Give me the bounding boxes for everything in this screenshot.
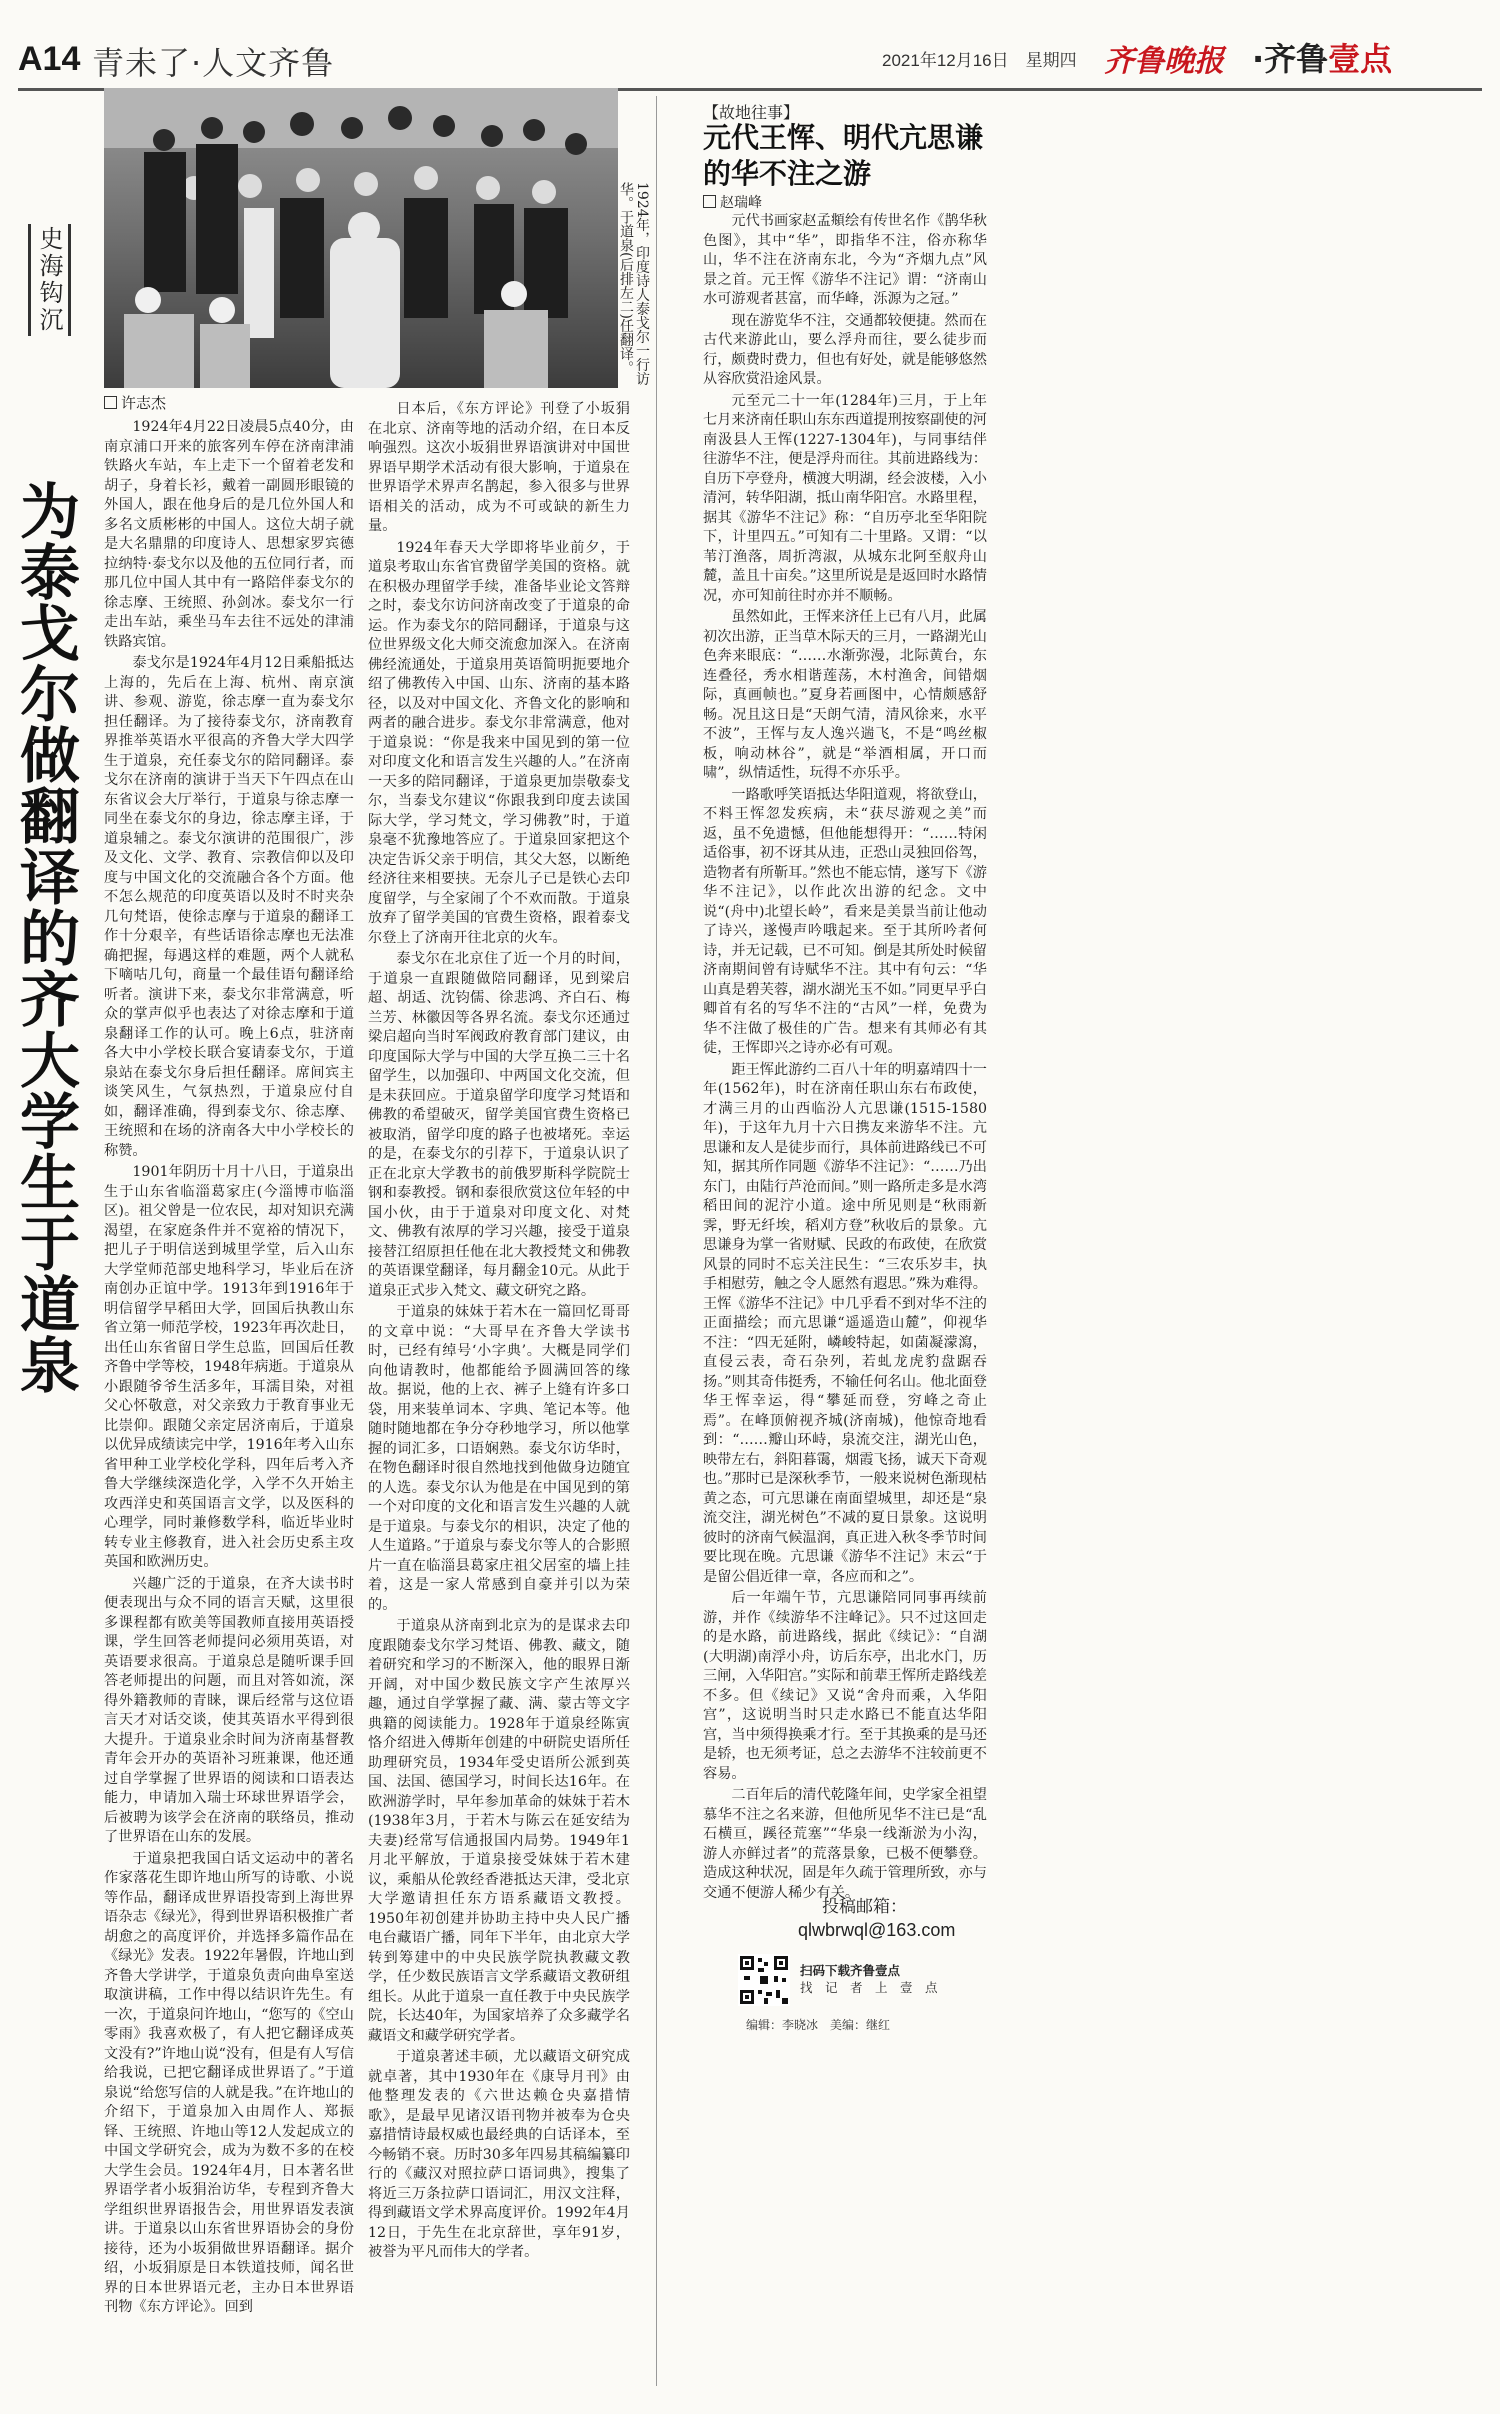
paragraph: 日本后，《东方评论》刊登了小坂狷在北京、济南等地的活动介绍，在日本反响强烈。这次小坂狷世界语演讲对中国世界语早期学术活动有很大影响，于道泉在世界语学术界声名鹊起，参入很多与世界语相关的活动，成为不可或缺的新生力量。 <box>368 401 630 534</box>
section-title: 青未了·人文齐鲁 <box>92 44 335 82</box>
paragraph: 泰戈尔在北京住了近一个月的时间，于道泉一直跟随做陪同翻译，见到梁启超、胡适、沈钧儒、徐悲鸿、齐白石、梅兰芳、林徽因等各界名流。泰戈尔还通过梁启超向当时军阀政府教育部门建议，由印度国际大学与中国的大学互换二三十名留学生，以加强印、中两国文化交流，但是未获回应。于道泉留学印度学习梵语和佛教的希望破灭，留学美国官费生资格已被取消，留学印度的路子也被堵死。幸运的是，在泰戈尔的引荐下，于道泉认识了正在北京大学教书的前俄罗斯科学院院士钢和泰教授。钢和泰很欣赏这位年轻的中国小伙，由于于道泉对印度文化、对梵文、佛教有浓厚的学习兴趣，接受于道泉接替江绍原担任他在北大教授梵文和佛教的英语课堂翻译，每月翻金10元。从此于道泉正式步入梵文、藏文研究之路。 <box>368 951 630 1299</box>
issue-date: 2021年12月16日 星期四 <box>882 51 1077 70</box>
paragraph: 元至元二十一年(1284年)三月，于上年七月来济南任职山东东西道提刑按察副使的河南汲县人王恽(1227-1304年)，与同事结伴往游华不注，便是浮舟而往。其前进路线为：自历下亭登舟，横渡大明湖，经会波楼，入小清河，转华阳湖，抵山南华阳宫。水路里程，据其《游华不注记》称：“自历亭北至华阳院下，计里四五。”可知有二十里路。又谓：“以苇汀渔落，周折湾淑，从城东北阿至舣舟山麓，盖且十亩矣。”这里所说是是返回时水路情况，亦可知前往时亦并不顺畅。 <box>703 392 987 604</box>
newspaper-logo: 齐鲁晚报 <box>1104 44 1224 79</box>
paragraph: 于道泉著述丰硕，尤以藏语文研究成就卓著，其中1930年在《康导月刊》由他整理发表的《六世达赖仓央嘉措情歌》，是最早见诸汉语刊物并被奉为仓央嘉措情诗最权威也最经典的白话译本，至今畅销不衰。历时30多年四易其稿编纂印行的《藏汉对照拉萨口语词典》，搜集了将近三万条拉萨口语词汇，用汉文注释，得到藏语文学术界高度评价。1992年4月12日，于先生在北京辞世，享年91岁，被誉为平凡而伟大的学者。 <box>368 2049 630 2260</box>
photo-spacer <box>368 104 630 400</box>
right-article-body <box>703 212 987 1901</box>
qr-code-graphic <box>738 1954 790 2006</box>
paragraph: 虽然如此，王恽来济任上已有八月，此属初次出游，正当草木际天的三月，一路湖光山色奔来眼底：“……水渐弥漫，北际黄台，东连叠径，秀水相谐莲荡，木村渔舍，间错烟际，真画帧也。”夏身若画图中，心情颇感舒畅。况且这日是“天朗气清，清风徐来，水平不波”，王恽与友人逸兴遄飞，不是“鸣丝椒板，响动林谷”，就是“举酒相属，开口而啸”，纵情适性，玩得不亦乐乎。 <box>703 609 987 781</box>
byline-box <box>703 195 716 208</box>
brand-accent: 壹点 <box>1328 40 1393 78</box>
photo-caption: 1924年，印度诗人泰戈尔一行访华。于道泉(后排左二)任翻译。 <box>618 182 650 386</box>
paragraph: 1901年阴历十月十八日，于道泉出生于山东省临淄葛家庄(今淄博市临淄区)。祖父曾是一位农民，却对知识充满渴望，在家庭条件并不宽裕的情况下，把儿子于明信送到城里学堂，后入山东大学堂师范部史地科学习，毕业后在济南创办正谊中学。1913年到1916年于明信留学早稻田大学，回国后执教山东省立第一师范学校，1923年再次赴日，出任山东省留日学生总监，回国后任教齐鲁中学等校，1948年病逝。于道泉从小跟随爷爷生活多年，耳濡目染，对祖父心怀敬意，对父亲致力于教育事业无比崇仰。跟随父亲定居济南后，于道泉以优异成绩读完中学，1916年考入山东省甲种工业学校化学科，四年后考入齐鲁大学继续深造化学，入学不久开始主攻西洋史和英国语言文学，以及医科的心理学，同时兼修数学科，临近毕业时转专业主修教育，进入社会历史系主攻英国和欧洲历史。 <box>104 1164 354 1570</box>
paragraph: 于道泉把我国白话文运动中的著名作家落花生即许地山所写的诗歌、小说等作品，翻译成世界语投寄到上海世界语杂志《绿光》，得到世界语积极推广者胡愈之的高度评价，并选择多篇作品在《绿光》发表。1922年暑假，许地山到齐鲁大学讲学，于道泉负责向曲阜室送取演讲稿，工作中得以结识许先生。有一次，于道泉问许地山，“您写的《空山零雨》我喜欢极了，有人把它翻译成英文没有?”许地山说“没有，但是有人写信给我说，已把它翻译成世界语了。”于道泉说“给您写信的人就是我。”在许地山的介绍下，于道泉加入由周作人、郑振铎、王统照、许地山等12人发起成立的中国文学研究会，成为为数不多的在校大学生会员。1924年4月，日本著名世界语学者小坂狷治访华，专程到齐鲁大学组织世界语报告会，用世界语发表演讲。于道泉以山东省世界语协会的身份接待，还为小坂狷做世界语翻译。据介绍，小坂狷原是日本铁道技师，闻名世界的日本世界语元老，主办日本世界语刊物《东方评论》。回到 <box>104 1850 354 2315</box>
paragraph: 后一年端午节，亢思谦陪同同事再续前游，并作《续游华不注峰记》。只不过这回走的是水路，前进路线，据此《续记》：“自湖(大明湖)南浮小舟，访后东亭，出北水门，历三闸，入华阳宫。”实际和前辈王恽所走路线差不多。但《续记》又说“舍舟而乘，入华阳宫”，这说明当时只走水路已不能直达华阳宫，当中须得换乘才行。至于其换乘的是马还是轿，也无须考证，总之去游华不注较前更不容易。 <box>703 1590 987 1782</box>
author-name: 赵瑞峰 <box>720 195 762 211</box>
paragraph: 二百年后的清代乾隆年间，史学家全祖望慕华不注之名来游，但他所见华不注已是“乱石横亘，蹊径荒塞”“华泉一线渐淤为小沟，游人亦鲜过者”的荒落景象，已极不便攀登。造成这种状况，固是年久疏于管理所致，亦与交通不便游人稀少有关。 <box>703 1787 987 1901</box>
paragraph: 泰戈尔是1924年4月12日乘船抵达上海的，先后在上海、杭州、南京演讲、参观、游览，徐志摩一直为泰戈尔担任翻译。为了接待泰戈尔，济南教育界推举英语水平很高的齐鲁大学大四学生于道泉，充任泰戈尔的陪同翻译。泰戈尔在济南的演讲于当天下午四点在山东省议会大厅举行，于道泉与徐志摩一同坐在泰戈尔的身边，徐志摩主译，于道泉辅之。泰戈尔演讲的范围很广，涉及文化、文学、教育、宗教信仰以及印度与中国文化的交流融合各个方面。他不怎么规范的印度英语以及时不时夹杂几句梵语，使徐志摩与于道泉的翻译工作十分艰辛，有些话语徐志摩也无法准确把握，每遇这样的难题，两个人就私下嘀咕几句，商量一个最佳语句翻译给听者。演讲下来，泰戈尔非常满意，听众的掌声似乎也表达了对徐志摩和于道泉翻译工作的认可。晚上6点，驻济南各大中小学校长联合宴请泰戈尔，于道泉站在泰戈尔身后担任翻译。席间宾主谈笑风生，气氛热烈，于道泉应付自如，翻译准确，得到泰戈尔、徐志摩、王统照和在场的济南各大中小学校长的称赞。 <box>104 655 354 1159</box>
paragraph: 距王恽此游约二百八十年的明嘉靖四十一年(1562年)，时在济南任职山东右布政使，才满三月的山西临汾人亢思谦(1515-1580年)，于这年九月十六日携友来游华不注。亢思谦和友人是徒步而行，具体前进路线已不可知，据其所作同题《游华不注记》：“……乃出东门，由陆行芦沧而间。”则一路所走多是水湾稻田间的泥泞小道。途中所见则是“秋雨新霁，野无纤埃，稻刈方登”秋收后的景象。亢思谦身为掌一省财赋、民政的布政使，在欣赏风景的同时不忘关注民生：“三农乐岁丰，执手相慰劳，触之令人愿然有遐思。”殊为难得。王恽《游华不注记》中几乎看不到对华不注的正面描绘；而亢思谦“遥遥造山麓”，仰视华不注：“四无延附，嶙峻特起，如菌凝濛瀉，直侵云表，奇石杂列，若虬龙虎豹盘踞吞扬。”则其奇伟挺秀，不输任何名山。他北面登华王恽幸运，得“攀延而登，穷峰之奇止焉”。在峰顶俯视齐城(济南城)，他惊奇地看到：“……瓣山环峙，泉流交注，湖光山色，映带左右，斜阳暮霭，烟霞飞扬，诚天下奇观也。”那时已是深秋季节，一般来说树色渐现枯黄之态，可亢思谦在南面望城里，却还是“泉流交注，湖光树色”不减的夏日景象。这说明彼时的济南气候温润，真正进入秋冬季节时间要比现在晚。亢思谦《游华不注记》末云“于是留公倡近律一章，各应而和之”。 <box>703 1061 987 1585</box>
paragraph: 一路歌呼笑语抵达华阳道观，将欲登山，不料王恽忽发疾病，未“获尽游观之美”而返，虽不免遗憾，但他能想得开：“……特闲适俗事，初不讶其从违，正恐山灵独回俗驾，造物者有所靳耳。”然也不能忘情，遂写下《游华不注记》，以作此次出游的纪念。文中说“(舟中)北望长岭”，看来是美景当前让他动了诗兴，遂慢声吟哦起来。至于其所吟者何诗，并无记载，已不可知。倒是其所处时候留济南期间曾有诗赋华不注。其中有句云：“华山真是碧芙蓉，湖水湖光玉不如。”同更早乎白卿首有名的写华不注的“古风”一样，免费为华不注做了极佳的广告。想来有其师必有其徒，王恽即兴之诗亦必有可观。 <box>703 786 987 1056</box>
qr-instructions <box>800 1962 938 1996</box>
right-article-title: 元代王恽、明代亢思谦的华不注之游 <box>703 121 984 190</box>
byline-box <box>104 396 117 409</box>
page-number: A14 <box>18 40 81 78</box>
article-body-column-1 <box>104 418 354 2384</box>
column-tag: 史海钩沉 <box>28 224 71 336</box>
right-column-tag: 【故地往事】 <box>703 103 800 122</box>
qr-line-1: 扫码下载齐鲁壹点 <box>800 1963 901 1978</box>
paragraph: 于道泉的妹妹于若木在一篇回忆哥哥的文章中说：“大哥早在齐鲁大学读书时，已经有绰号‘小字典’。大概是同学们向他请教时，他都能给予圆满回答的缘故。据说，他的上衣、裤子上缝有许多口袋，用来装单词本、字典、笔记本等。他随时随地都在争分夺秒地学习，所以他掌握的词汇多，口语娴熟。泰戈尔访华时，在物色翻译时很自然地找到他做身边随宜的人选。泰戈尔认为他是在中国见到的第一个对印度的文化和语言发生兴趣的人就是于道泉。与泰戈尔的相识，决定了他的人生道路。”于道泉与泰戈尔等人的合影照片一直在临淄县葛家庄祖父居室的墙上挂着，这是一家人常感到自豪并引以为荣的。 <box>368 1304 630 1613</box>
paragraph: 兴趣广泛的于道泉，在齐大读书时便表现出与众不同的语言天赋，这里很多课程都有欧美等国教师直接用英语授课，学生回答老师提问必须用英语，对英语要求很高。于道泉总是随听课手回答老师提出的问题，而且对答如流，深得外籍教师的青睐，课后经常与这位语言天才对话交谈，使其英语水平得到很大提升。于道泉业余时间为济南基督教青年会开办的英语补习班兼课，他还通过自学掌握了世界语的阅读和口语表达能力，申请加入瑞士环球世界语学会，后被聘为该学会在济南的联络员，推动了世界语在山东的发展。 <box>104 1575 354 1845</box>
author-name: 许志杰 <box>121 394 167 412</box>
submission-label: 投稿邮箱： <box>822 1897 907 1917</box>
paragraph: 元代书画家赵孟頫绘有传世名作《鹊华秋色图》，其中“华”，即指华不注，俗亦称华山，华不注在济南东北，今为“齐烟九点”风景之首。元王恽《游华不注记》谓：“济南山水可游观者甚富，而华峰，泺源为之冠。” <box>703 213 987 307</box>
paragraph: 现在游览华不注，交通都较便捷。然而在古代来游此山，要么浮舟而往，要么徒步而行，颇费时费力，但也有好处，就是能够悠然从容欣赏沿途风景。 <box>703 312 987 387</box>
column-divider <box>656 96 657 2386</box>
brand-prefix: ·齐鲁 <box>1252 40 1329 78</box>
editor-credit: 编辑：李晓冰 美编：继红 <box>746 2018 891 2032</box>
submission-email[interactable]: qlwbrwql@163.com <box>798 1920 956 1940</box>
paragraph: 1924年4月22日凌晨5点40分，由南京浦口开来的旅客列车停在济南津浦铁路火车站，车上走下一个留着老发和胡子，身着长衫，戴着一副圆形眼镜的外国人，跟在他身后的是几位外国人和多名文质彬彬的中国人。这位大胡子就是大名鼎鼎的印度诗人、思想家罗宾德拉纳特·泰戈尔以及他的五位同行者，而那几位中国人其中有一路陪伴泰戈尔的徐志摩、王统照、孙剑冰。泰戈尔一行走出车站，乘坐马车去往不远处的津浦铁路宾馆。 <box>104 419 354 650</box>
brand-logo <box>1252 34 1392 80</box>
paragraph: 1924年春天大学即将毕业前夕，于道泉考取山东省官费留学美国的资格。就在积极办理留学手续，准备毕业论文答辩之时，泰戈尔访问济南改变了于道泉的命运。作为泰戈尔的陪同翻译，于道泉与这位世界级文化大师交流愈加深入。在济南佛经流通处，于道泉用英语简明扼要地介绍了佛教传入中国、山东、济南的基本路径，以及对中国文化、齐鲁文化的影响和两者的融合进步。泰戈尔非常满意，他对于道泉说：“你是我来中国见到的第一位对印度文化和语言发生兴趣的人。”在济南一天多的陪同翻译，于道泉更加崇敬泰戈尔，当泰戈尔建议“你跟我到印度去读国际大学，学习梵文，学习佛教”时，于道泉毫不犹豫地答应了。于道泉回家把这个决定告诉父亲于明信，其父大怒，以断绝经济往来相要挟。无奈儿子已是铁心去印度留学，与全家闹了个不欢而散。于道泉放弃了留学美国的官费生资格，跟着泰戈尔登上了济南开往北京的火车。 <box>368 539 630 946</box>
article-title: 为泰戈尔做翻译的齐大学生于道泉 <box>10 480 80 1395</box>
qr-line-2: 找 记 者 上 壹 点 <box>800 1980 938 1995</box>
article-byline <box>104 392 166 413</box>
article-body-column-2 <box>368 104 630 2380</box>
right-article-byline <box>703 192 762 212</box>
qr-code-icon[interactable] <box>738 1954 790 2006</box>
paragraph: 于道泉从济南到北京为的是谋求去印度跟随泰戈尔学习梵语、佛教、藏文，随着研究和学习的不断深入，他的眼界日渐开阔，对中国少数民族文字产生浓厚兴趣，通过自学掌握了藏、满、蒙古等文字典籍的阅读能力。1928年于道泉经陈寅恪介绍进入傅斯年创建的中研院史语所任助理研究员，1934年受史语所公派到英国、法国、德国学习，时间长达16年。在欧洲游学时，早年参加革命的妹妹于若木(1938年3月，于若木与陈云在延安结为夫妻)经常写信通报国内局势。1949年1月北平解放，于道泉接受妹妹于若木建议，乘船从伦敦经香港抵达天津，受北京大学邀请担任东方语系藏语文教授。1950年初创建并协助主持中央人民广播电台藏语广播，同年下半年，由北京大学转到筹建中的中央民族学院执教藏文教学，任少数民族语言文学系藏语文教研组组长。从此于道泉一直任教于中央民族学院，长达40年，为国家培养了众多藏学名藏语文和藏学研究学者。 <box>368 1618 630 2044</box>
